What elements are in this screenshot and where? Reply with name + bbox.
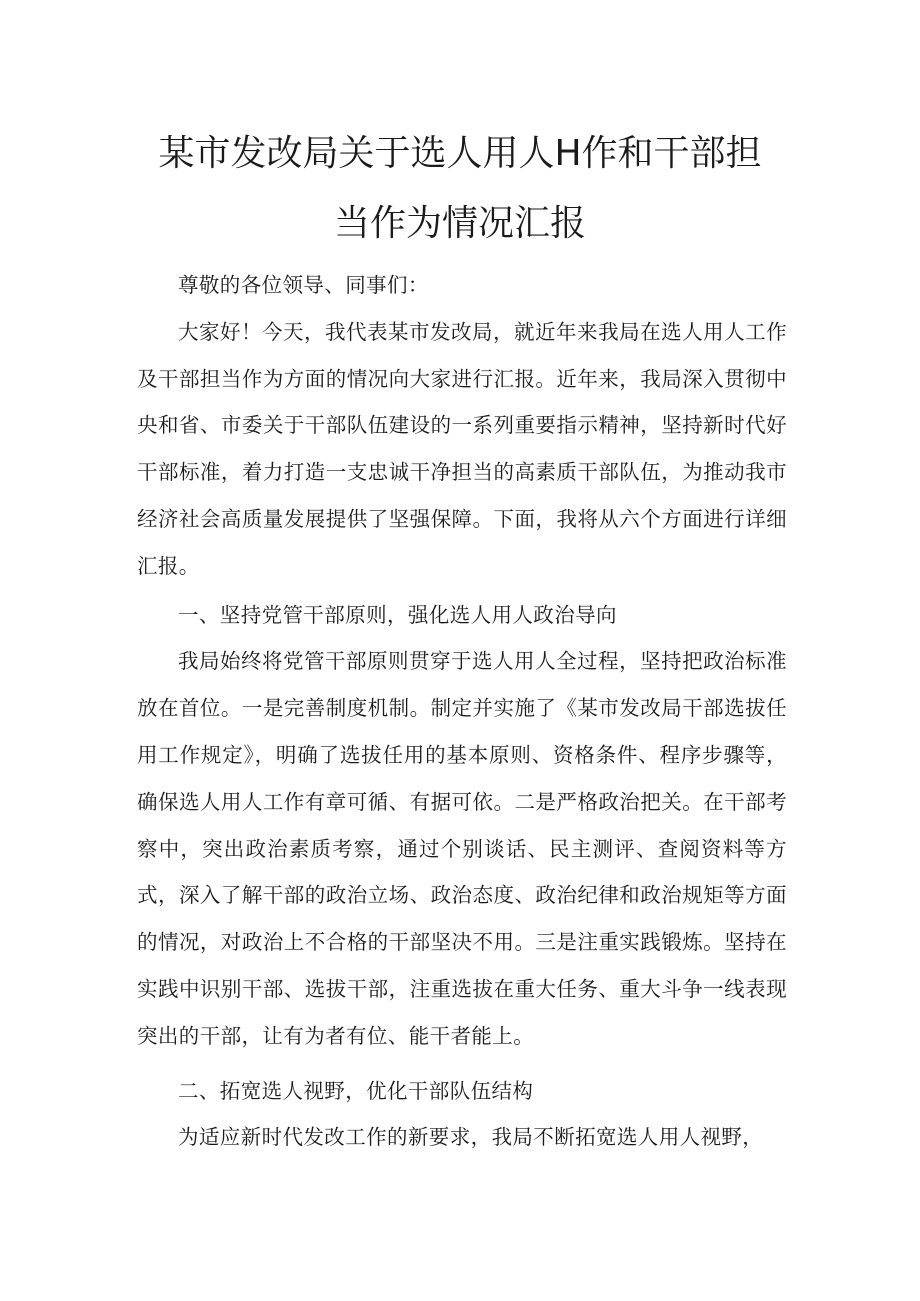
intro-paragraph: 大家好！今天，我代表某市发改局，就近年来我局在选人用人工作及干部担当作为方面的情况向大家进行汇报。近年来，我局深入贯彻中央和省、市委关于干部队伍建设的一系列重要指示精神，坚持新时代好干部标准，着力打造一支忠诚干净担当的高素质干部队伍，为推动我市经济社会高质量发展提供了坚强保障。下面，我将从六个方面进行详细汇报。 bbox=[137, 319, 787, 578]
document-title-line-1: 某市发改局关于选人用人H作和干部担 bbox=[158, 133, 762, 174]
section-2-heading: 二、拓宽选人视野，优化干部队伍结构 bbox=[178, 1078, 534, 1103]
section-2-paragraph: 为适应新时代发改工作的新要求，我局不断拓宽选人用人视野， bbox=[178, 1125, 764, 1150]
document-body bbox=[137, 262, 787, 1161]
section-1-heading: 一、坚持党管干部原则，强化选人用人政治导向 bbox=[178, 602, 617, 627]
section-1-paragraph: 我局始终将党管干部原则贯穿于选人用人全过程，坚持把政治标准放在首位。一是完善制度机制。制定并实施了《某市发改局干部选拔任用工作规定》，明确了选拔任用的基本原则、资格条件、程序步骤等，确保选人用人工作有章可循、有据可依。二是严格政治把关。在干部考察中，突出政治素质考察，通过个别谈话、民主测评、查阅资料等方式，深入了解干部的政治立场、政治态度、政治纪律和政治规矩等方面的情况，对政治上不合格的干部坚决不用。三是注重实践锻炼。坚持在实践中识别干部、选拔干部，注重选拔在重大任务、重大斗争一线表现突出的干部，让有为者有位、能干者能上。 bbox=[137, 649, 787, 1048]
document-title-line-2: 当作为情况汇报 bbox=[333, 203, 586, 244]
salutation: 尊敬的各位领导、同事们： bbox=[178, 273, 429, 297]
